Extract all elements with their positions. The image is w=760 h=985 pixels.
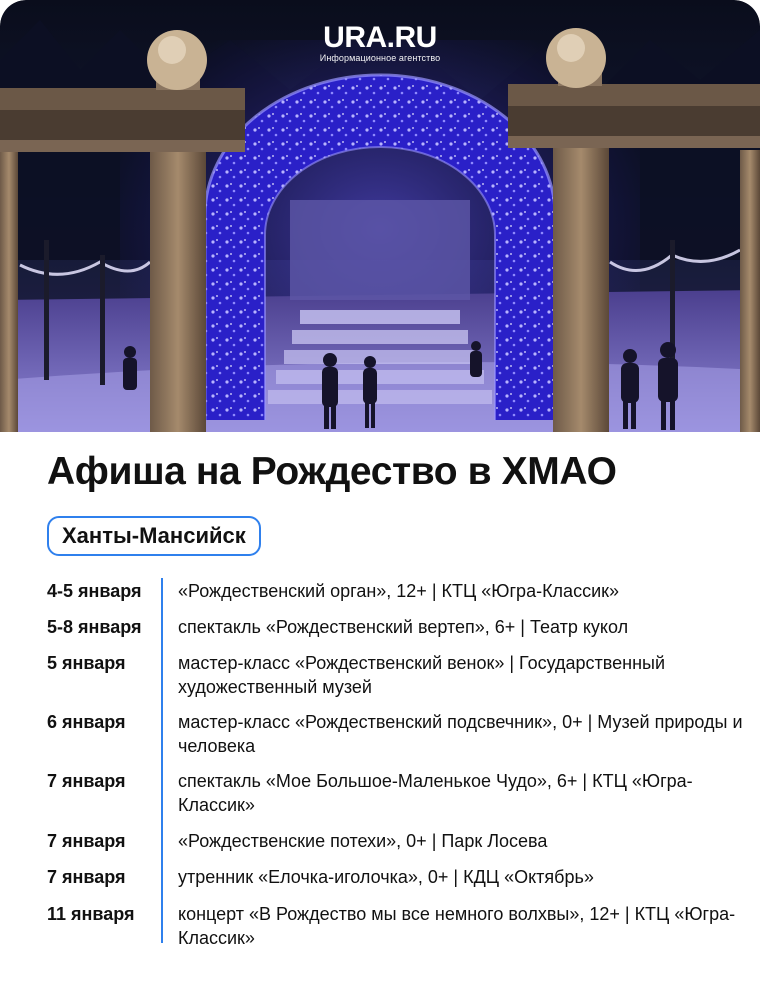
event-description: мастер-класс «Рождественский венок» | Государственный художественный музей: [178, 653, 666, 697]
event-description: концерт «В Рождество мы все немного волхвы», 12+ | КТЦ «Югра-Классик»: [178, 904, 736, 948]
event-description: спектакль «Мое Большое-Маленькое Чудо», 6+ | КТЦ «Югра-Классик»: [178, 771, 693, 815]
event-description: мастер-класс «Рождественский подсвечник», 0+ | Музей природы и человека: [178, 712, 743, 756]
event-date: 11 января: [47, 904, 135, 924]
schedule-divider: [161, 578, 163, 943]
christmas-arch-illustration: [0, 0, 760, 432]
logo-name: URA.RU: [323, 21, 437, 54]
event-description: «Рождественские потехи», 0+ | Парк Лосева: [178, 831, 548, 851]
event-date: 7 января: [47, 771, 126, 791]
event-description: спектакль «Рождественский вертеп», 6+ | Театр кукол: [178, 617, 629, 637]
city-badge: Ханты-Мансийск: [47, 516, 261, 556]
event-description: «Рождественский орган», 12+ | КТЦ «Югра-Классик»: [178, 581, 620, 601]
event-date: 6 января: [47, 712, 126, 732]
event-date: 7 января: [47, 831, 126, 851]
event-date: 4-5 января: [47, 581, 142, 601]
logo: [0, 22, 760, 64]
hero-photo: [0, 0, 760, 432]
event-date: 7 января: [47, 867, 126, 887]
event-date: 5 января: [47, 653, 126, 673]
page-title: Афиша на Рождество в ХМАО: [47, 450, 617, 493]
logo-tagline: Информационное агентство: [319, 53, 441, 63]
event-description: утренник «Елочка-иголочка», 0+ | КДЦ «Октябрь»: [178, 867, 594, 887]
event-date: 5-8 января: [47, 617, 142, 637]
